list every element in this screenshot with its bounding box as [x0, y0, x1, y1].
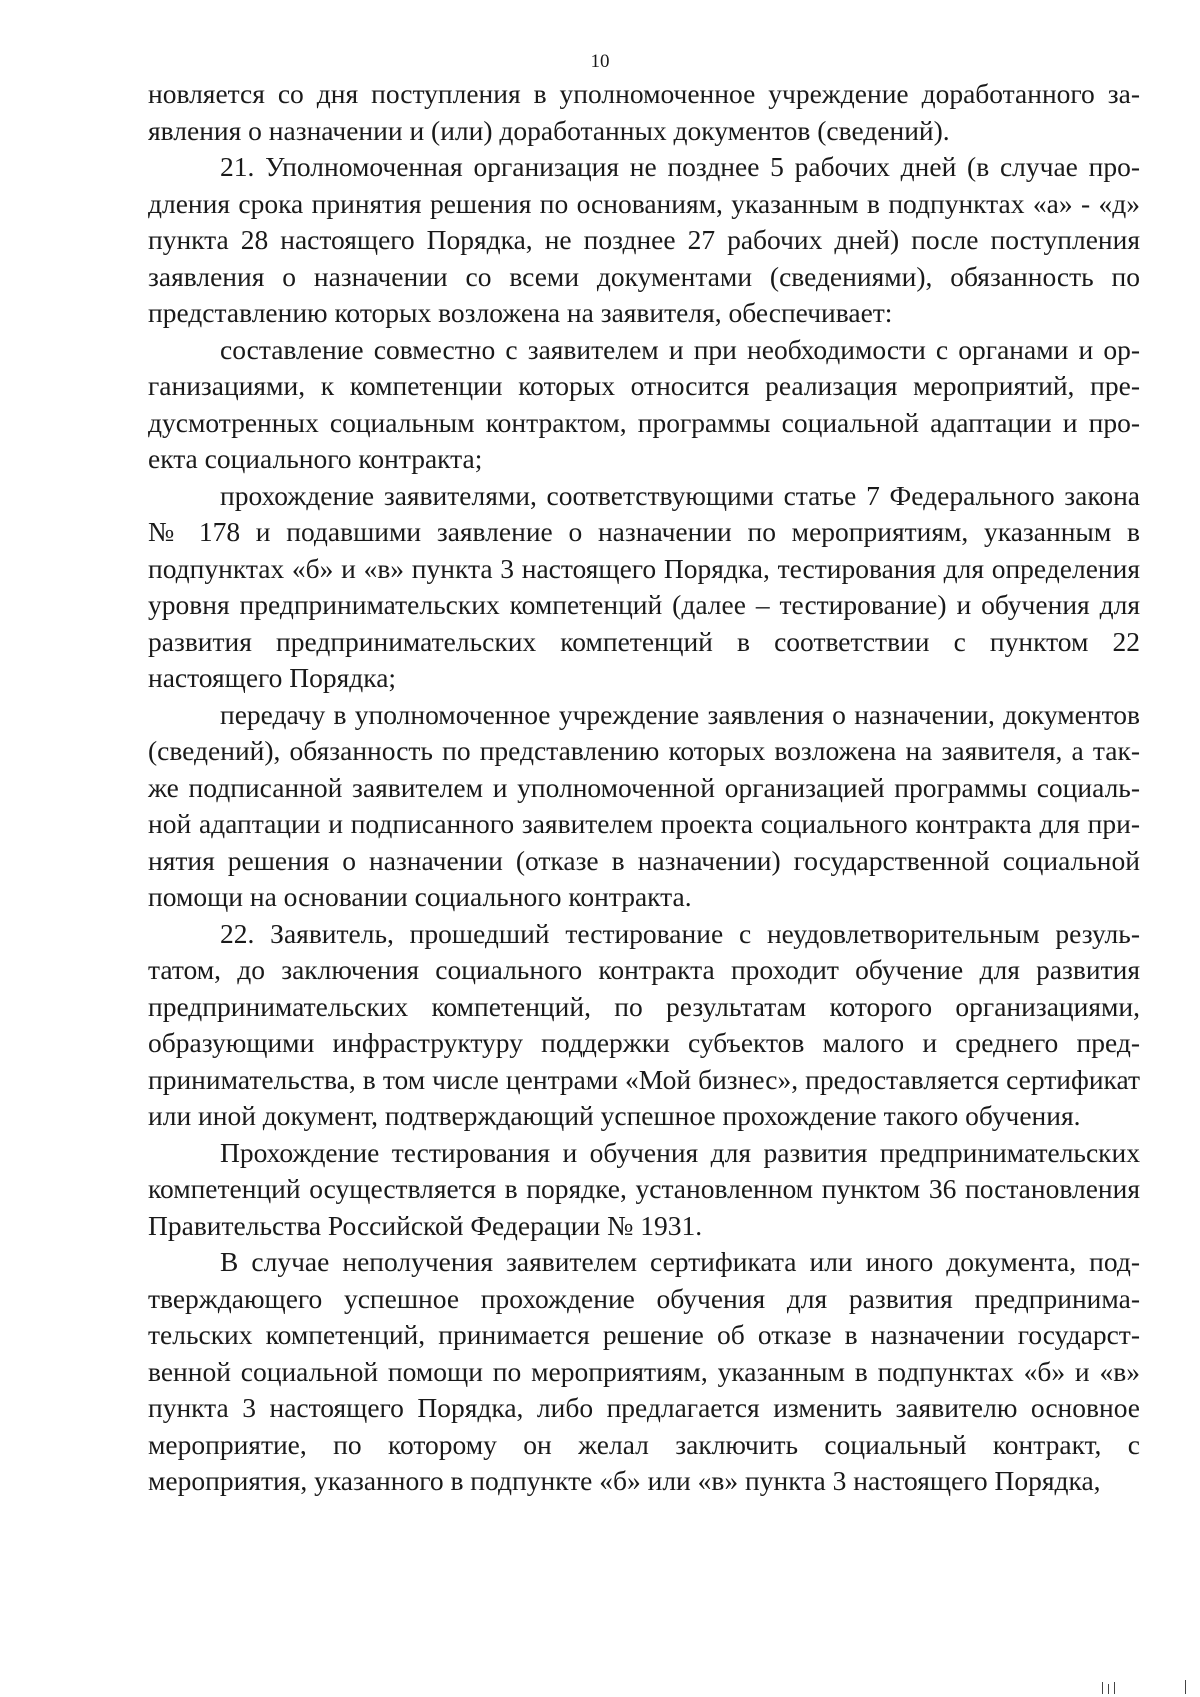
paragraph-clause-22-testing: Прохождение тестирования и обучения для развития предпринимательских компетенций осуществляется в порядке, установленном пунктом 36 постановления Правительства Российской Федерации № 1931. — [148, 1136, 1140, 1241]
scan-artifact-mark — [1114, 1682, 1115, 1694]
document-body — [148, 76, 1140, 1500]
page-number: 10 — [590, 51, 610, 72]
paragraph-clause-21-item-3: передачу в уполномоченное учреждение заявления о назначении, документов (сведений), обязанность по представлению которых возложена на заявителя, а также подписанной заявителем и уполномоченной организацией программы социальной адаптации и подписанного заявителем проекта социального контракта для принятия решения о назначении (отказе в назначении) государственной социальной помощи на основании социального контракта. — [148, 698, 1140, 912]
paragraph-clause-22: 22. Заявитель, прошедший тестирование с неудовлетворительным результатом, до заключения социального контракта проходит обучение для развития предпринимательских компетенций, по результатам которого организациями, образующими инфраструктуру поддержки субъектов малого и среднего предпринимательства, в том числе центрами «Мой бизнес», предоставляется сертификат или иной документ, подтверждающий успешное прохождение такого обучения. — [148, 917, 1140, 1131]
scan-artifact-mark — [1185, 1680, 1186, 1694]
paragraph-clause-21: 21. Уполномоченная организация не позднее 5 рабочих дней (в случае продления срока принятия решения по основаниям, указанным в подпунктах «а» - «д» пункта 28 настоящего Порядка, не позднее 27 рабочих дней) после поступления заявления о назначении со всеми документами (сведениями), обязанность по представлению которых возложена на заявителя, обеспечивает: — [148, 151, 1140, 328]
scan-artifact-mark — [1108, 1684, 1109, 1694]
paragraph-clause-21-item-2: прохождение заявителями, соответствующими статье 7 Федерального закона № 178 и подавшими заявление о назначении по мероприятиям, указанным в подпунктах «б» и «в» пункта 3 настоящего Порядка, тестирования для определения уровня предпринимательских компетенций (далее – тестирование) и обучения для развития предпринимательских компетенций в соответствии с пунктом 22 настоящего Порядка; — [148, 479, 1140, 693]
paragraph-clause-21-item-1: составление совместно с заявителем и при необходимости с органами и организациями, к компетенции которых относится реализация мероприятий, предусмотренных социальным контрактом, программы социальной адаптации и проекта социального контракта; — [148, 333, 1140, 474]
scan-artifact-mark — [1102, 1682, 1103, 1694]
paragraph-clause-22-refusal: В случае неполучения заявителем сертификата или иного документа, подтверждающего успешное прохождение обучения для развития предпринимательских компетенций, принимается решение об отказе в назначении государственной социальной помощи по мероприятиям, указанным в подпунктах «б» и «в» пункта 3 настоящего Порядка, либо предлагается изменить заявителю основное мероприятие, по которому он желал заключить социальный контракт, с мероприятия, указанного в подпункте «б» или «в» пункта 3 настоящего Порядка, — [148, 1246, 1140, 1496]
paragraph-continuation: новляется со дня поступления в уполномоченное учреждение доработанного заявления о назначении и (или) доработанных документов (сведений). — [148, 78, 1140, 146]
